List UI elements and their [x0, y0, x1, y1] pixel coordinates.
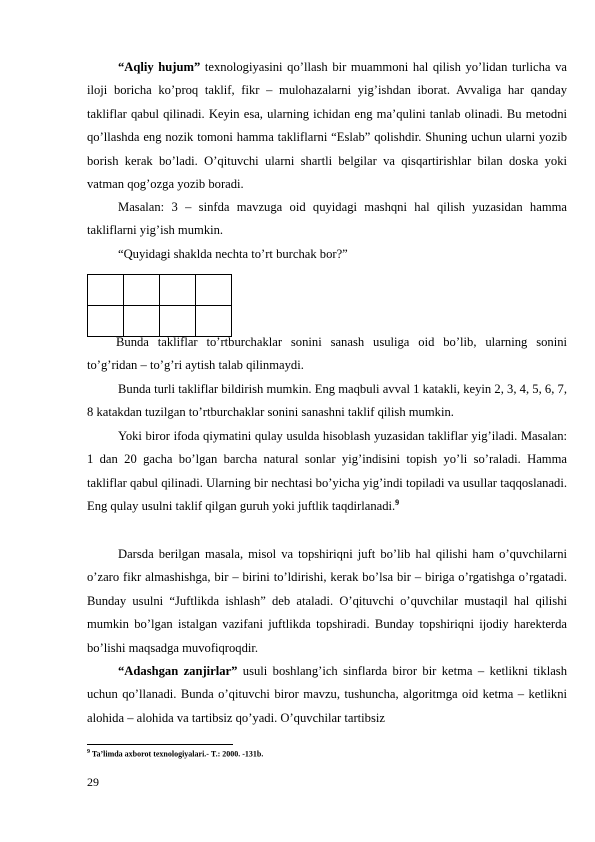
footnote-mark: 9 — [87, 749, 90, 755]
paragraph-question: “Quyidagi shaklda nechta to’rt burchak bor?” — [118, 247, 348, 261]
term-aqliy-hujum: “Aqliy hujum” — [118, 60, 201, 74]
paragraph-sum-example — [87, 425, 567, 519]
paragraph-suggestions: Bunda turli takliflar bildirish mumkin. Eng maqbuli avval 1 katakli, keyin 2, 3, 4, 5, 6, 7, 8 katakdan tuzilgan to’rtburchaklar sonini sanashni taklif qilish mumkin. — [87, 382, 567, 420]
paragraph-adashgan-zanjirlar — [87, 660, 567, 730]
grid-cell — [124, 275, 160, 306]
paragraph-text: texnologiyasini qo’llash bir muammoni hal qilish yo’lidan turlicha va iloji boricha ko’proq taklif, fikr – mulohazalarni yig’ishdan iborat. Avvaliga har qanday takliflar qabul qilinadi. Keyin esa, ularning ichidan eng ma’qulini tanlab olinadi. Bu metodni qo’llashda eng nozik tomoni hamma takliflarni “Eslab” qolishdir. Shuning uchun ularni yozib borish kerak bo’ladi. O’qituvchi ularni shartli belgilar va qisqartirishlar bilan doska yoki vatman qog’ozga yozib boradi. — [87, 60, 567, 192]
page-number: 29 — [87, 775, 99, 789]
footnote-text: Ta’limda axborot texnologiyalari.- T.: 2000. -131b. — [90, 749, 264, 759]
paragraph-pair-work: Darsda berilgan masala, misol va topshiriqni juft bo’lib hal qilishi ham o’quvchilarni o’zaro fikr almashishga, bir – birini to’ldirishi, kerak bo’lsa bir – biriga o’rgatishga o’rgatadi. Bunday usulni “Juftlikda ishlash” deb ataladi. O’qituvchi o’quvchilar mustaqil hal qilishi mumkin bo’lgan istalgan vazifani juftlikda topshiradi. Bunday topshiriqni ijodiy harekterda bo’lishi maqsadga muvofiqroqdir. — [87, 547, 567, 655]
term-adashgan-zanjirlar: “Adashgan zanjirlar” — [118, 664, 238, 678]
footnote — [87, 746, 263, 761]
paragraph-counting: Bunda takliflar to’rtburchaklar sonini sanash usuliga oid bo’lib, ularning sonini to’g’ridan – to’g’ri aytish talab qilinmaydi. — [87, 335, 567, 373]
paragraph-text: usuli boshlang’ich sinflarda biror bir ketma – ketlikni tiklash uchun qo’llanadi. Bunda o’qituvchi biror mavzu, tushuncha, algoritmga oid ketma – ketlikni alohida – alohida va tartibsiz qo’yadi. O’quvchilar tartibsiz — [87, 664, 567, 725]
grid-cell — [160, 275, 196, 306]
grid-row — [88, 275, 232, 306]
paragraph-aqliy-hujum — [87, 56, 567, 196]
footnote-divider — [87, 744, 233, 745]
grid-cell — [88, 275, 124, 306]
footnote-reference: 9 — [395, 498, 400, 508]
grid-cell — [196, 275, 232, 306]
paragraph-example-intro: Masalan: 3 – sinfda mavzuga oid quyidagi mashqni hal qilish yuzasidan hamma takliflarni yig’ish mumkin. — [87, 200, 567, 238]
paragraph-text: Yoki biror ifoda qiymatini qulay usulda hisoblash yuzasidan takliflar yig’iladi. Masalan: 1 dan 20 gacha bo’lgan barcha natural sonlar yig’indisini topish yo’li so’raladi. Hamma takliflar qabul qilinadi. Ularning bir nechtasi bo’yicha yig’indi topiladi va usullar taqqoslanadi. Eng qulay usulni taklif qilgan guruh yoki juftlik taqdirlanadi. — [87, 429, 567, 514]
rectangle-grid-figure — [87, 274, 232, 337]
